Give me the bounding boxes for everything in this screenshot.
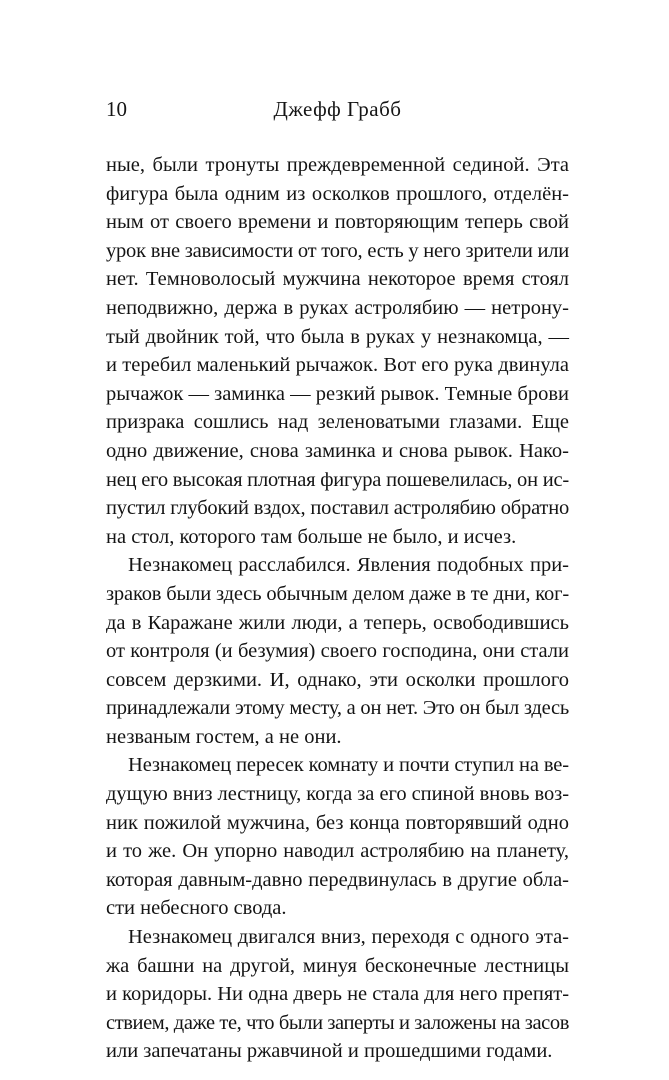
text-line: сти небесного свода. [106, 897, 287, 920]
text-line: жа башни на другой, минуя бесконечные лестницы [106, 954, 569, 977]
text-line: которая давным-давно передвинулась в другие обла- [106, 868, 569, 891]
text-line: ным от своего времени и повторяющим теперь свой [106, 211, 569, 234]
text-line: пустил глубокий вздох, поставил астролябию обратно [106, 497, 570, 520]
paragraph [106, 151, 569, 551]
text-line: дущую вниз лестницу, когда за его спиной вновь воз- [106, 783, 569, 806]
text-line: ные, были тронуты преждевременной сединой. Эта [106, 154, 569, 176]
text-line: рычажок — заминка — резкий рывок. Темные брови [106, 382, 569, 405]
text-line: от контроля (и безумия) своего господина, они стали [106, 640, 569, 663]
text-line: призрака сошлись над зеленоватыми глазами. Еще [106, 411, 569, 434]
text-line: тый двойник той, что была в руках у незнакомца, — [106, 325, 569, 348]
text-line: неподвижно, держа в руках астролябию — нетрону- [106, 296, 569, 319]
text-line: совсем дерзкими. И, однако, эти осколки прошлого [106, 668, 569, 691]
text-line: незваным гостем, а не они. [106, 725, 342, 748]
text-line: да в Каражане жили люди, а теперь, освободившись [106, 611, 569, 634]
text-line: одно движение, снова заминка и снова рывок. Нако- [106, 439, 569, 462]
text-line: на стол, которого там больше не было, и исчез. [106, 525, 517, 548]
text-line: урок вне зависимости от того, есть у него зрители или [106, 239, 569, 262]
text-line: Незнакомец двигался вниз, переходя с одного эта- [128, 926, 569, 949]
text-line: принадлежали этому месту, а он нет. Это он был здесь [106, 697, 569, 720]
text-line: фигура была одним из осколков прошлого, отделён- [106, 182, 569, 205]
text-line: Незнакомец пересек комнату и почти ступил на ве- [128, 754, 570, 777]
text-line: и теребил маленький рычажок. Вот его рука двинула [106, 354, 569, 377]
body-text [106, 151, 569, 1066]
paragraph [106, 751, 569, 923]
text-line: и коридоры. Ни одна дверь не стала для него препят- [106, 983, 570, 1006]
text-line: или запечатаны ржавчиной и прошедшими годами. [106, 1040, 553, 1063]
text-line: ник пожилой мужчина, без конца повторявший одно [106, 811, 569, 834]
paragraph [106, 551, 569, 751]
text-line: Незнакомец расслабился. Явления подобных при- [128, 554, 569, 577]
text-line: нет. Темноволосый мужчина некоторое время стоял [106, 268, 569, 291]
text-line: и то же. Он упорно наводил астролябию на планету, [106, 840, 569, 863]
running-head-author: Джефф Грабб [273, 97, 402, 121]
page-number: 10 [106, 97, 127, 121]
text-line: нец его высокая плотная фигура пошевелилась, он ис- [106, 468, 570, 491]
page-header [106, 94, 569, 124]
text-line: ствием, даже те, что были заперты и заложены на засов [106, 1011, 569, 1034]
paragraph [106, 923, 569, 1066]
text-line: зраков были здесь обычным делом даже в те дни, ког- [106, 582, 570, 605]
